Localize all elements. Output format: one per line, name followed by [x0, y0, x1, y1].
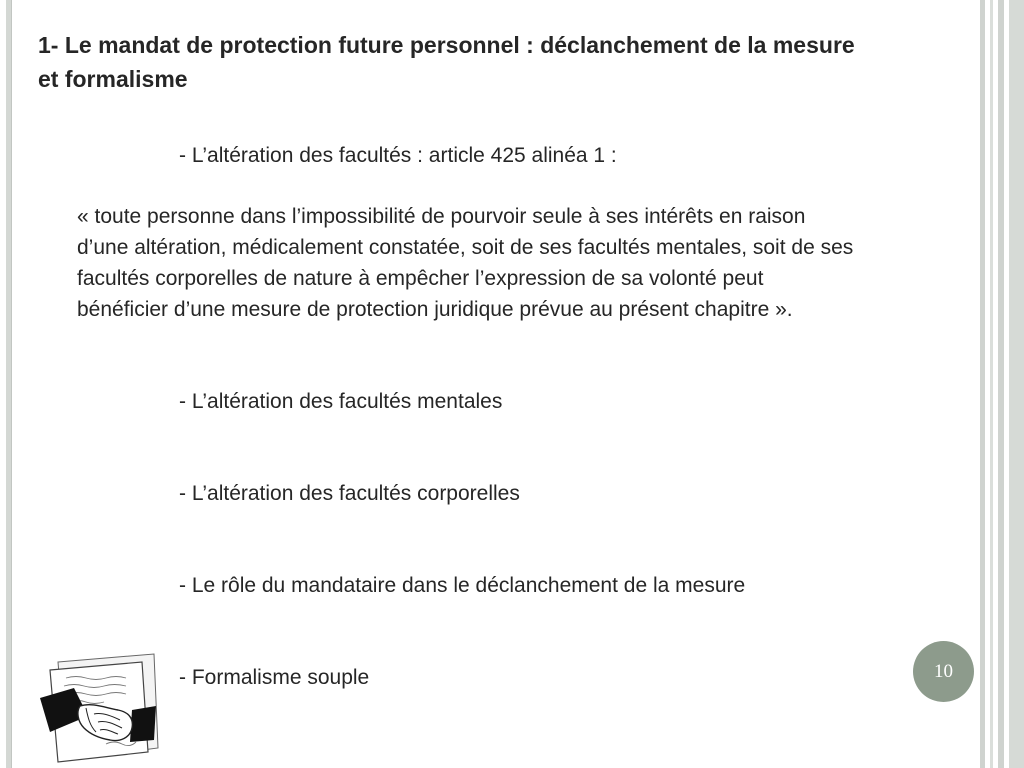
- title-line-1: 1- Le mandat de protection future personnel : déclanchement de la mesure: [38, 32, 855, 58]
- title-line-2: et formalisme: [38, 66, 188, 92]
- handshake-contract-icon: [36, 648, 160, 766]
- quote-line: bénéficier d’une mesure de protection juridique prévue au présent chapitre ».: [77, 298, 793, 321]
- left-frame-border: [6, 0, 12, 768]
- point-mental-faculties: - L’altération des facultés mentales: [179, 390, 503, 413]
- quote-line: d’une altération, médicalement constatée, soit de ses facultés mentales, soit de ses: [77, 236, 854, 259]
- point-physical-faculties: - L’altération des facultés corporelles: [179, 482, 520, 505]
- article-reference: - L’altération des facultés : article 425 alinéa 1 :: [179, 144, 617, 167]
- page-number-badge: 10: [913, 641, 974, 702]
- slide-title: [38, 28, 958, 96]
- point-flexible-formalism: - Formalisme souple: [179, 666, 370, 689]
- quote-line: « toute personne dans l’impossibilité de pourvoir seule à ses intérêts en raison: [77, 205, 806, 228]
- right-frame-border: [978, 0, 1024, 768]
- legal-quote: [77, 201, 957, 325]
- point-agent-role: - Le rôle du mandataire dans le déclanchement de la mesure: [179, 574, 746, 597]
- quote-line: facultés corporelles de nature à empêcher l’expression de sa volonté peut: [77, 267, 764, 290]
